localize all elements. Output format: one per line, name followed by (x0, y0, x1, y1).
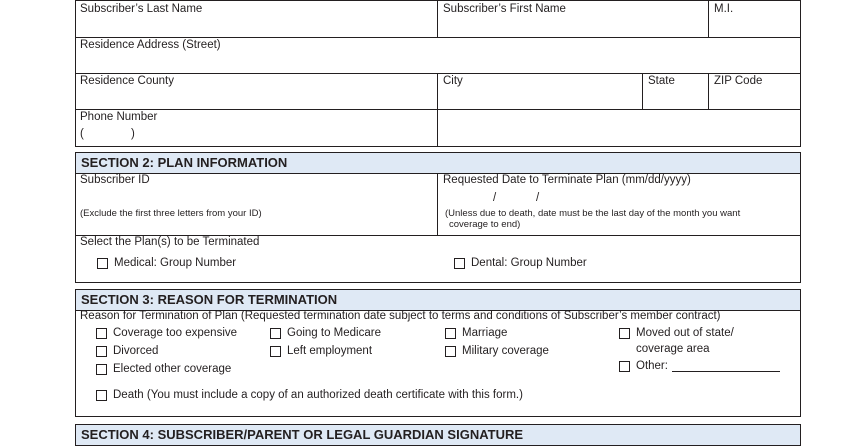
phone-open-paren: ( (80, 128, 84, 140)
moved-label-line1: Moved out of state/ (636, 327, 734, 339)
elected-label: Elected other coverage (113, 363, 232, 375)
military-label: Military coverage (462, 345, 549, 357)
other-label: Other: (636, 360, 668, 372)
col-divider (437, 73, 438, 147)
medical-label: Medical: Group Number (114, 257, 237, 269)
city-label: City (443, 75, 463, 87)
medicare-checkbox[interactable] (270, 328, 281, 339)
left-employment-checkbox[interactable] (270, 346, 281, 357)
dental-checkbox[interactable] (454, 258, 465, 269)
expensive-checkbox[interactable] (96, 328, 107, 339)
dental-label: Dental: Group Number (471, 257, 587, 269)
date-separator: / (536, 192, 540, 204)
subscriber-id-note: (Exclude the first three letters from your ID) (80, 208, 262, 219)
moved-checkbox[interactable] (619, 328, 630, 339)
row-divider (75, 109, 801, 110)
divorced-label: Divorced (113, 345, 159, 357)
phone-label: Phone Number (80, 111, 158, 123)
col-divider (437, 173, 438, 236)
section4-header: SECTION 4: SUBSCRIBER/PARENT OR LEGAL GUARDIAN SIGNATURE (75, 424, 801, 446)
reason-instruction: Reason for Termination of Plan (Requested termination date subject to terms and conditions of Subscriber’s member contract) (80, 310, 721, 322)
state-label: State (648, 75, 675, 87)
col-divider (437, 0, 438, 37)
county-label: Residence County (80, 75, 174, 87)
last-name-label: Subscriber’s Last Name (80, 3, 203, 15)
first-name-label: Subscriber’s First Name (443, 3, 566, 15)
death-checkbox[interactable] (96, 390, 107, 401)
other-checkbox[interactable] (619, 361, 630, 372)
expensive-label: Coverage too expensive (113, 327, 238, 339)
marriage-label: Marriage (462, 327, 508, 339)
section3-header: SECTION 3: REASON FOR TERMINATION (75, 289, 801, 311)
date-separator: / (493, 192, 497, 204)
medicare-label: Going to Medicare (287, 327, 381, 339)
left-employment-label: Left employment (287, 345, 373, 357)
moved-label-line2: coverage area (636, 343, 710, 355)
mi-label: M.I. (714, 3, 734, 15)
subscriber-id-label: Subscriber ID (80, 174, 150, 186)
other-input-line[interactable] (672, 371, 780, 372)
zip-label: ZIP Code (714, 75, 763, 87)
elected-checkbox[interactable] (96, 364, 107, 375)
row-divider (75, 37, 801, 38)
phone-close-paren: ) (131, 128, 135, 140)
medical-checkbox[interactable] (97, 258, 108, 269)
section2-header: SECTION 2: PLAN INFORMATION (75, 152, 801, 174)
terminate-date-label: Requested Date to Terminate Plan (mm/dd/yyyy) (443, 174, 691, 186)
divorced-checkbox[interactable] (96, 346, 107, 357)
col-divider (708, 0, 709, 37)
col-divider (708, 73, 709, 109)
address-label: Residence Address (Street) (80, 39, 221, 51)
military-checkbox[interactable] (445, 346, 456, 357)
select-plans-label: Select the Plan(s) to be Terminated (80, 236, 260, 248)
row-divider (75, 73, 801, 74)
date-note-line1: (Unless due to death, date must be the last day of the month you want (445, 208, 741, 219)
date-note-line2: coverage to end) (449, 219, 521, 230)
col-divider (642, 73, 643, 109)
death-label: Death (You must include a copy of an authorized death certificate with this form.) (113, 389, 523, 401)
marriage-checkbox[interactable] (445, 328, 456, 339)
